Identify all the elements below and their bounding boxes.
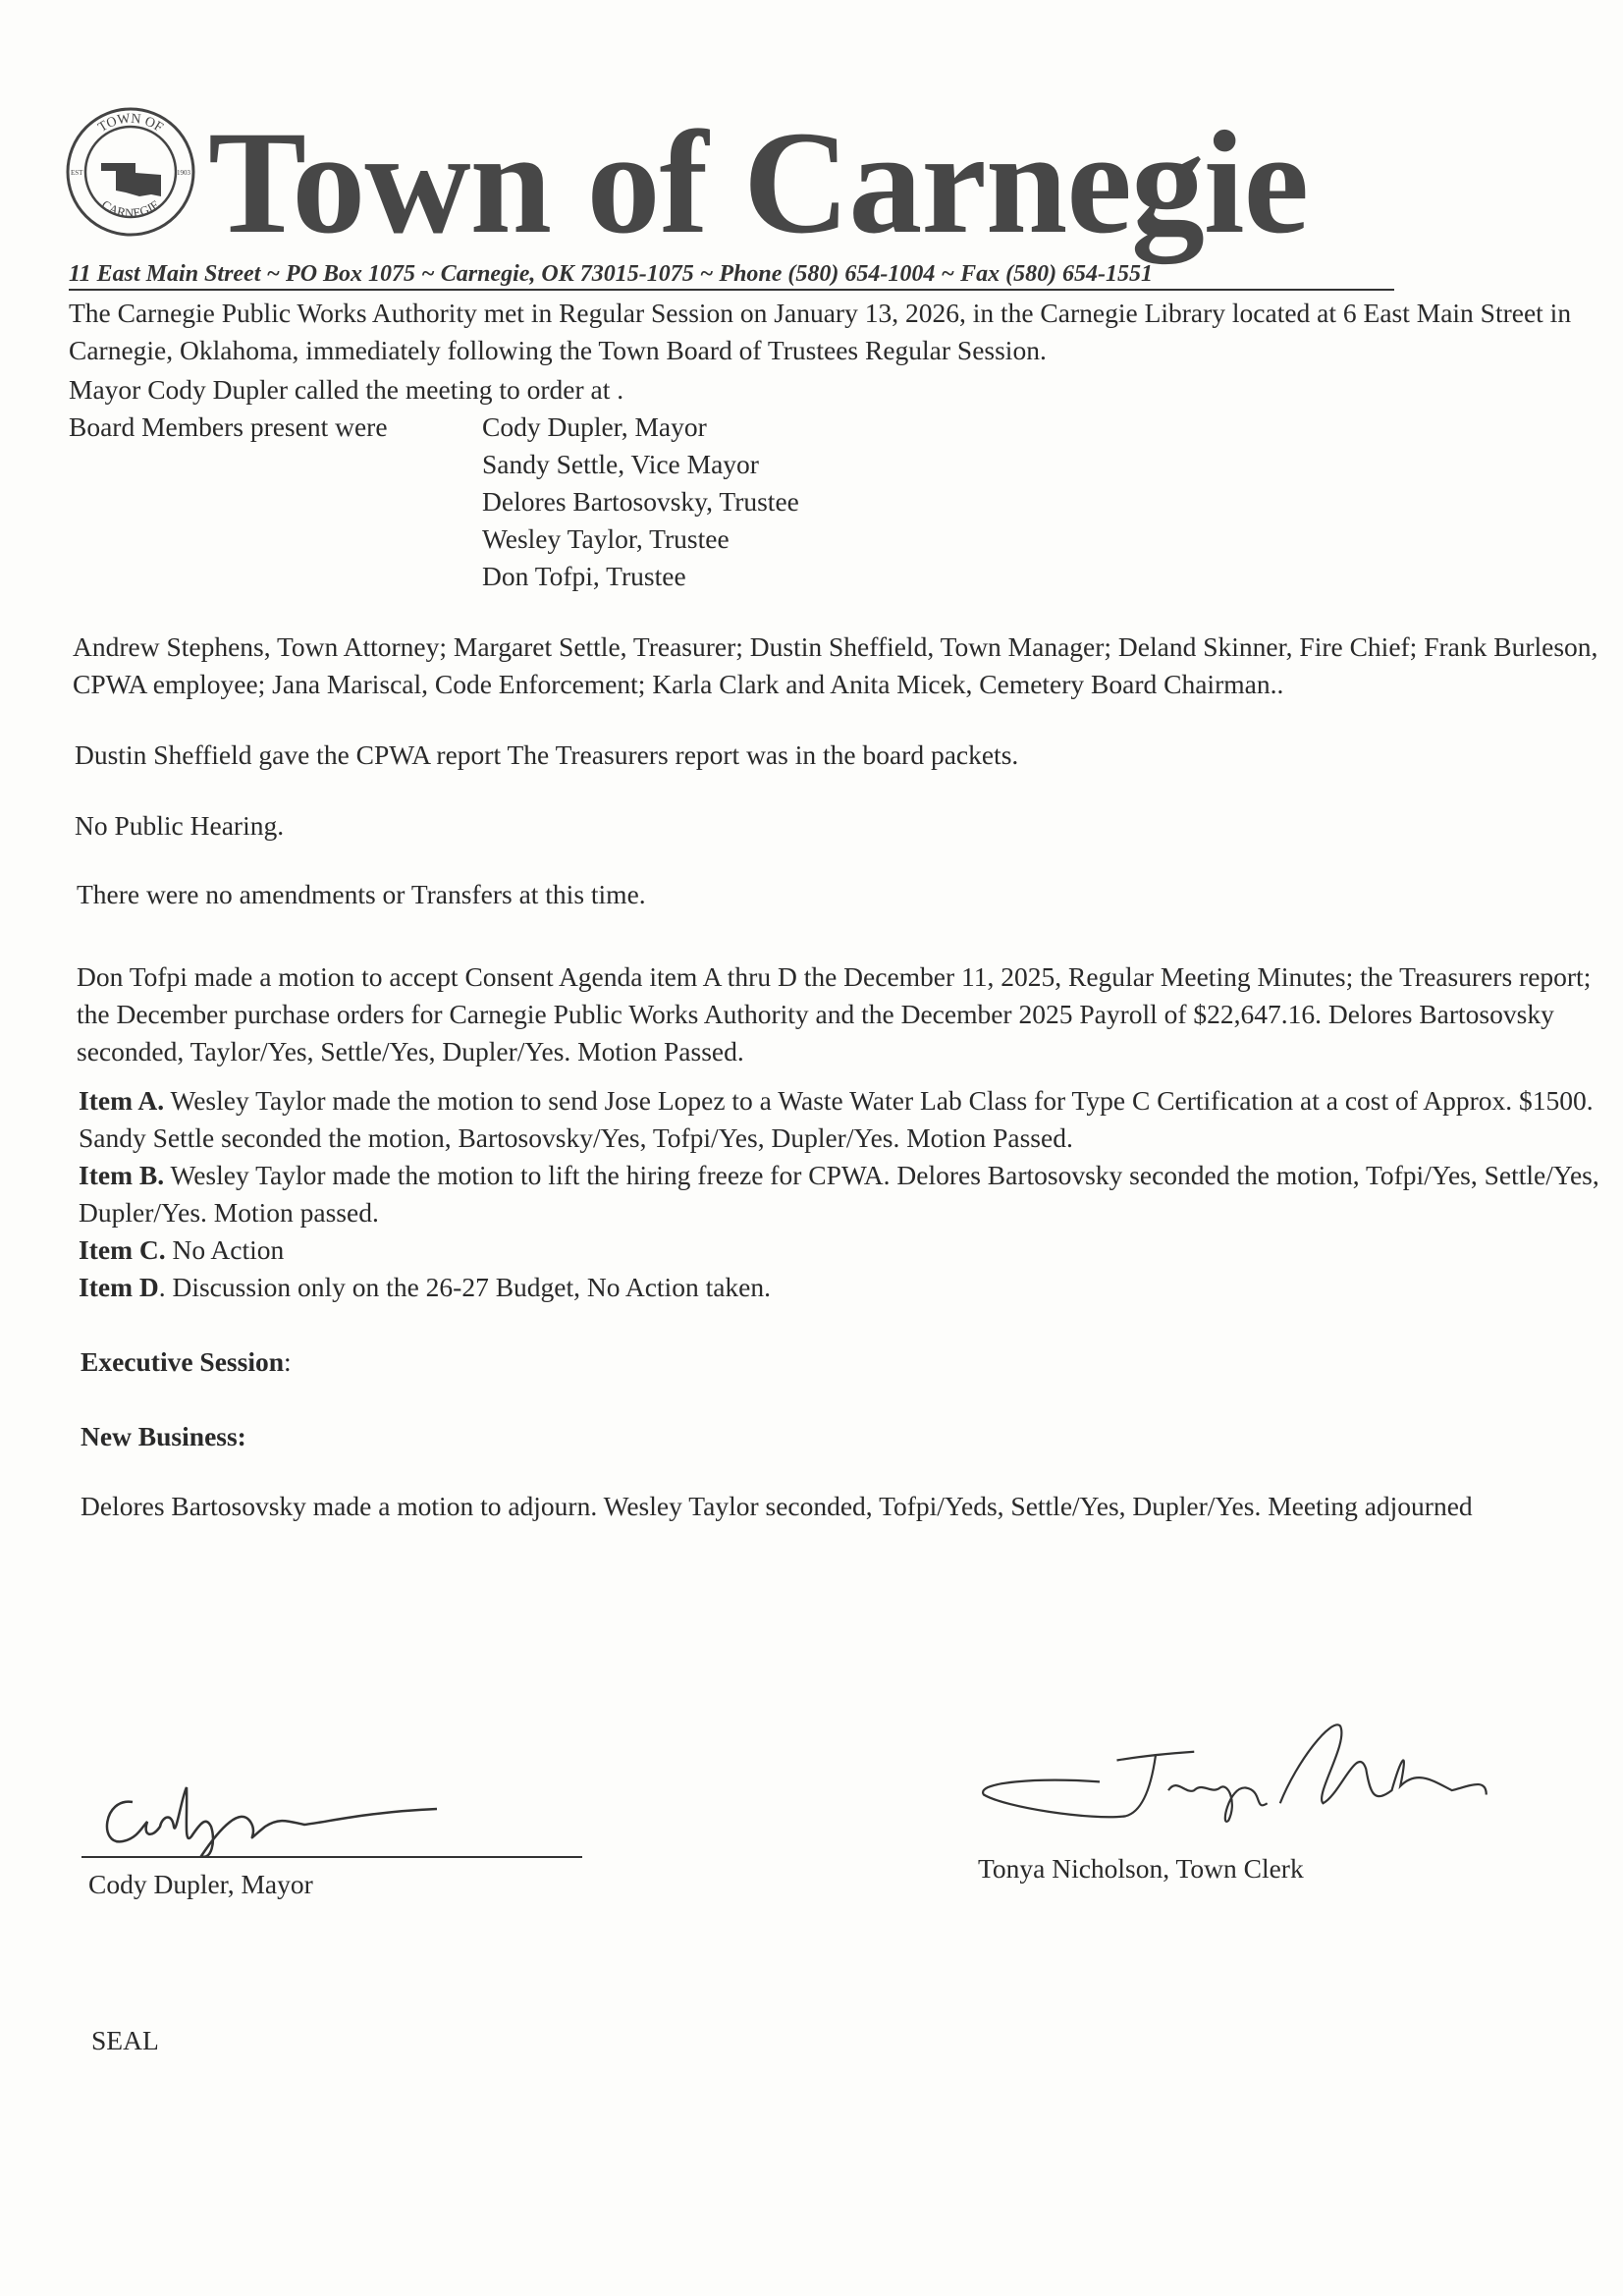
item-a: Item A. Wesley Taylor made the motion to send Jose Lopez to a Waste Water Lab Class for Type C Certification at a cost of Approx. $1500. Sandy Settle seconded the motion, Bartosovsky/Yes, Tofpi/Yes, Dupler/Yes. Motion Passed. (79, 1085, 1594, 1153)
item-d: Item D. Discussion only on the 26-27 Budget, No Action taken. (79, 1272, 771, 1302)
item-b: Item B. Wesley Taylor made the motion to lift the hiring freeze for CPWA. Delores Bartosovsky seconded the motion, Tofpi/Yes, Settle/Yes, Dupler/Yes. Motion passed. (79, 1160, 1599, 1228)
mayor-signature-label: Cody Dupler, Mayor (88, 1869, 313, 1899)
member: Cody Dupler, Mayor (482, 411, 707, 442)
intro-paragraph: The Carnegie Public Works Authority met in Regular Session on January 13, 2026, in the Carnegie Library located at 6 East Main Street in Carnegie, Oklahoma, immediately following the Town Board of Trustees Regular Session. (69, 298, 1572, 365)
new-business: New Business: (81, 1421, 246, 1451)
member: Delores Bartosovsky, Trustee (482, 486, 799, 517)
clerk-signature-label: Tonya Nicholson, Town Clerk (978, 1853, 1304, 1884)
svg-text:TOWN OF: TOWN OF (95, 111, 166, 136)
consent-paragraph: Don Tofpi made a motion to accept Consent Agenda item A thru D the December 11, 2025, Regular Meeting Minutes; the Treasurers report; the December purchase orders for Carnegie Public Works Authority and the December 2025 Payroll of $22,647.16. Delores Bartosovsky seconded, Taylor/Yes, Settle/Yes, Dupler/Yes. Motion Passed. (77, 961, 1592, 1066)
minutes-body (69, 295, 1600, 1525)
item-c: Item C. No Action (79, 1234, 285, 1265)
letterhead-address: 11 East Main Street ~ PO Box 1075 ~ Carnegie, OK 73015-1075 ~ Phone (580) 654-1004 ~ Fax (580) 654-1551 (69, 259, 1394, 291)
amendments: There were no amendments or Transfers at this time. (77, 879, 646, 909)
members-list (482, 409, 799, 595)
adjourn-paragraph: Delores Bartosovsky made a motion to adjourn. Wesley Taylor seconded, Tofpi/Yeds, Settle/Yes, Dupler/Yes. Meeting adjourned (81, 1491, 1473, 1521)
seal-label: SEAL (91, 2025, 159, 2055)
svg-text:1903: 1903 (177, 169, 190, 177)
report-paragraph: Dustin Sheffield gave the CPWA report The Treasurers report was in the board packets. (75, 739, 1019, 770)
agenda-items (79, 1082, 1610, 1306)
mayor-signature-line (81, 1856, 582, 1858)
svg-text:EST: EST (71, 169, 83, 177)
mayor-signature (93, 1768, 457, 1866)
member: Sandy Settle, Vice Mayor (482, 449, 759, 479)
town-seal-logo (65, 106, 196, 238)
letterhead-title: Town of Carnegie (208, 101, 1309, 264)
executive-session: Executive Session: (81, 1346, 292, 1377)
attendees-paragraph: Andrew Stephens, Town Attorney; Margaret Settle, Treasurer; Dustin Sheffield, Town Manager; Deland Skinner, Fire Chief; Frank Burleson, CPWA employee; Jana Mariscal, Code Enforcement; Karla Clark and Anita Micek, Cemetery Board Chairman.. (73, 631, 1598, 699)
public-hearing: No Public Hearing. (75, 810, 285, 841)
members-block (69, 409, 1600, 595)
clerk-signature (933, 1709, 1542, 1846)
svg-text:CARNEGIE: CARNEGIE (98, 196, 163, 221)
call-to-order: Mayor Cody Dupler called the meeting to order at . (69, 374, 624, 405)
member: Don Tofpi, Trustee (482, 561, 686, 591)
member: Wesley Taylor, Trustee (482, 523, 730, 554)
members-label: Board Members present were (69, 411, 388, 442)
